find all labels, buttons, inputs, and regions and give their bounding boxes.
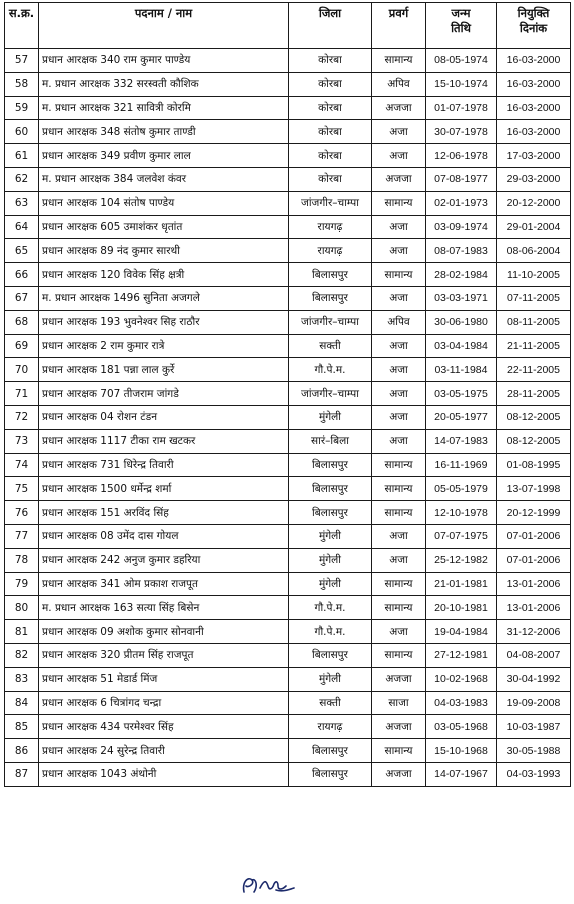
cell-appointment-date: 07-01-2006 xyxy=(497,524,571,548)
cell-birth-date: 15-10-1974 xyxy=(426,72,497,96)
cell-serial: 76 xyxy=(5,501,39,525)
cell-serial: 72 xyxy=(5,405,39,429)
cell-birth-date: 05-05-1979 xyxy=(426,477,497,501)
cell-district: कोरबा xyxy=(289,167,372,191)
cell-district: बिलासपुर xyxy=(289,762,372,786)
cell-serial: 82 xyxy=(5,643,39,667)
header-dob-line1: जन्म xyxy=(451,6,471,20)
cell-designation-name: प्रधान आरक्षक 09 अशोक कुमार सोनवानी xyxy=(39,620,289,644)
cell-serial: 68 xyxy=(5,310,39,334)
cell-serial: 86 xyxy=(5,739,39,763)
cell-district: जांजगीर–चाम्पा xyxy=(289,310,372,334)
cell-appointment-date: 17-03-2000 xyxy=(497,144,571,168)
cell-designation-name: प्रधान आरक्षक 181 पन्ना लाल कुर्रे xyxy=(39,358,289,382)
cell-district: मुंगेली xyxy=(289,667,372,691)
cell-designation-name: प्रधान आरक्षक 1043 अंथोनी xyxy=(39,762,289,786)
cell-category: अजा xyxy=(372,524,426,548)
cell-appointment-date: 21-11-2005 xyxy=(497,334,571,358)
cell-category: सामान्य xyxy=(372,572,426,596)
table-row xyxy=(5,286,571,310)
table-row xyxy=(5,643,571,667)
cell-serial: 79 xyxy=(5,572,39,596)
cell-appointment-date: 29-03-2000 xyxy=(497,167,571,191)
cell-birth-date: 19-04-1984 xyxy=(426,620,497,644)
cell-district: रायगढ़ xyxy=(289,239,372,263)
cell-designation-name: प्रधान आरक्षक 1117 टीका राम खटकर xyxy=(39,429,289,453)
cell-category: सामान्य xyxy=(372,49,426,73)
cell-category: सामान्य xyxy=(372,453,426,477)
cell-appointment-date: 16-03-2000 xyxy=(497,120,571,144)
table-row xyxy=(5,739,571,763)
cell-designation-name: प्रधान आरक्षक 08 उमेंद दास गोयल xyxy=(39,524,289,548)
header-district xyxy=(289,3,372,49)
cell-appointment-date: 19-09-2008 xyxy=(497,691,571,715)
cell-appointment-date: 16-03-2000 xyxy=(497,96,571,120)
header-appointment xyxy=(497,3,571,49)
cell-designation-name: म. प्रधान आरक्षक 384 जलवेश कंवर xyxy=(39,167,289,191)
header-name xyxy=(39,3,289,49)
cell-district: गौ.पे.म. xyxy=(289,358,372,382)
table-row xyxy=(5,191,571,215)
cell-category: सामान्य xyxy=(372,643,426,667)
table-row xyxy=(5,96,571,120)
header-sr-label: स.क्र. xyxy=(8,6,35,20)
cell-appointment-date: 30-04-1992 xyxy=(497,667,571,691)
cell-designation-name: म. प्रधान आरक्षक 163 सत्या सिंह बिसेन xyxy=(39,596,289,620)
header-appointment-line1: नियुक्ति xyxy=(517,6,550,20)
cell-appointment-date: 13-07-1998 xyxy=(497,477,571,501)
header-category-label: प्रवर्ग xyxy=(388,6,409,20)
cell-appointment-date: 16-03-2000 xyxy=(497,49,571,73)
cell-district: बिलासपुर xyxy=(289,263,372,287)
cell-category: अजजा xyxy=(372,96,426,120)
cell-designation-name: प्रधान आरक्षक 605 उमाशंकर धृतांत xyxy=(39,215,289,239)
cell-district: गौ.पे.म. xyxy=(289,596,372,620)
cell-appointment-date: 16-03-2000 xyxy=(497,72,571,96)
table-row xyxy=(5,762,571,786)
cell-serial: 70 xyxy=(5,358,39,382)
table-row xyxy=(5,358,571,382)
cell-birth-date: 03-03-1971 xyxy=(426,286,497,310)
header-sr xyxy=(5,3,39,49)
cell-appointment-date: 13-01-2006 xyxy=(497,572,571,596)
cell-category: अजा xyxy=(372,382,426,406)
cell-category: सामान्य xyxy=(372,501,426,525)
cell-appointment-date: 22-11-2005 xyxy=(497,358,571,382)
cell-category: अजजा xyxy=(372,167,426,191)
cell-birth-date: 03-11-1984 xyxy=(426,358,497,382)
cell-serial: 62 xyxy=(5,167,39,191)
cell-designation-name: प्रधान आरक्षक 2 राम कुमार रात्रे xyxy=(39,334,289,358)
cell-birth-date: 12-10-1978 xyxy=(426,501,497,525)
cell-designation-name: म. प्रधान आरक्षक 332 सरस्वती कौशिक xyxy=(39,72,289,96)
table-row xyxy=(5,477,571,501)
cell-category: अजा xyxy=(372,239,426,263)
cell-appointment-date: 31-12-2006 xyxy=(497,620,571,644)
table-row xyxy=(5,72,571,96)
cell-district: बिलासपुर xyxy=(289,643,372,667)
table-row xyxy=(5,691,571,715)
cell-birth-date: 14-07-1967 xyxy=(426,762,497,786)
cell-birth-date: 20-10-1981 xyxy=(426,596,497,620)
cell-birth-date: 08-05-1974 xyxy=(426,49,497,73)
table-row xyxy=(5,310,571,334)
cell-designation-name: म. प्रधान आरक्षक 321 सावित्री कोरमि xyxy=(39,96,289,120)
cell-birth-date: 02-01-1973 xyxy=(426,191,497,215)
cell-serial: 57 xyxy=(5,49,39,73)
cell-serial: 60 xyxy=(5,120,39,144)
cell-designation-name: प्रधान आरक्षक 242 अनुज कुमार डहरिया xyxy=(39,548,289,572)
cell-district: कोरबा xyxy=(289,120,372,144)
cell-category: अजजा xyxy=(372,715,426,739)
cell-district: बिलासपुर xyxy=(289,453,372,477)
cell-birth-date: 03-04-1984 xyxy=(426,334,497,358)
cell-category: सामान्य xyxy=(372,477,426,501)
cell-serial: 78 xyxy=(5,548,39,572)
cell-designation-name: प्रधान आरक्षक 340 राम कुमार पाण्डेय xyxy=(39,49,289,73)
cell-appointment-date: 08-12-2005 xyxy=(497,405,571,429)
cell-category: सामान्य xyxy=(372,739,426,763)
cell-serial: 83 xyxy=(5,667,39,691)
cell-birth-date: 30-07-1978 xyxy=(426,120,497,144)
cell-district: जांजगीर–चाम्पा xyxy=(289,382,372,406)
cell-district: गौ.पे.म. xyxy=(289,620,372,644)
cell-serial: 61 xyxy=(5,144,39,168)
table-row xyxy=(5,382,571,406)
cell-birth-date: 03-05-1975 xyxy=(426,382,497,406)
cell-designation-name: प्रधान आरक्षक 89 नंद कुमार सारथी xyxy=(39,239,289,263)
cell-district: बिलासपुर xyxy=(289,501,372,525)
cell-appointment-date: 28-11-2005 xyxy=(497,382,571,406)
cell-appointment-date: 20-12-2000 xyxy=(497,191,571,215)
cell-category: अजा xyxy=(372,620,426,644)
cell-designation-name: प्रधान आरक्षक 707 तीजराम जांगडे xyxy=(39,382,289,406)
cell-designation-name: प्रधान आरक्षक 04 रोशन टंडन xyxy=(39,405,289,429)
cell-category: अजा xyxy=(372,334,426,358)
cell-category: अजा xyxy=(372,548,426,572)
roster-sheet xyxy=(4,2,570,787)
table-row xyxy=(5,120,571,144)
cell-district: कोरबा xyxy=(289,49,372,73)
table-header xyxy=(5,3,571,49)
cell-designation-name: प्रधान आरक्षक 120 विवेक सिंह क्षत्री xyxy=(39,263,289,287)
cell-designation-name: प्रधान आरक्षक 193 भुवनेश्वर सिह राठौर xyxy=(39,310,289,334)
cell-district: कोरबा xyxy=(289,144,372,168)
cell-category: अजा xyxy=(372,120,426,144)
cell-appointment-date: 04-08-2007 xyxy=(497,643,571,667)
cell-category: अजा xyxy=(372,358,426,382)
cell-category: अजा xyxy=(372,144,426,168)
cell-serial: 67 xyxy=(5,286,39,310)
table-row xyxy=(5,620,571,644)
cell-serial: 71 xyxy=(5,382,39,406)
table-row xyxy=(5,501,571,525)
cell-category: सामान्य xyxy=(372,596,426,620)
cell-designation-name: प्रधान आरक्षक 348 संतोष कुमार ताण्डी xyxy=(39,120,289,144)
signature-icon xyxy=(238,870,298,898)
cell-district: मुंगेली xyxy=(289,524,372,548)
cell-category: अजजा xyxy=(372,667,426,691)
cell-birth-date: 27-12-1981 xyxy=(426,643,497,667)
cell-appointment-date: 08-11-2005 xyxy=(497,310,571,334)
cell-serial: 58 xyxy=(5,72,39,96)
cell-birth-date: 10-02-1968 xyxy=(426,667,497,691)
cell-designation-name: प्रधान आरक्षक 434 परमेश्वर सिंह xyxy=(39,715,289,739)
cell-category: सामान्य xyxy=(372,191,426,215)
cell-serial: 77 xyxy=(5,524,39,548)
cell-district: सक्ती xyxy=(289,334,372,358)
cell-appointment-date: 08-12-2005 xyxy=(497,429,571,453)
cell-birth-date: 15-10-1968 xyxy=(426,739,497,763)
table-row xyxy=(5,596,571,620)
cell-designation-name: प्रधान आरक्षक 320 प्रीतम सिंह राजपूत xyxy=(39,643,289,667)
cell-serial: 73 xyxy=(5,429,39,453)
cell-birth-date: 30-06-1980 xyxy=(426,310,497,334)
cell-designation-name: म. प्रधान आरक्षक 1496 सुनिता अजगले xyxy=(39,286,289,310)
cell-designation-name: प्रधान आरक्षक 731 धिरेन्द्र तिवारी xyxy=(39,453,289,477)
cell-district: मुंगेली xyxy=(289,405,372,429)
cell-district: रायगढ़ xyxy=(289,715,372,739)
cell-designation-name: प्रधान आरक्षक 151 अरविंद सिंह xyxy=(39,501,289,525)
cell-category: अजजा xyxy=(372,762,426,786)
header-category xyxy=(372,3,426,49)
table-row xyxy=(5,167,571,191)
cell-serial: 63 xyxy=(5,191,39,215)
cell-category: अपिव xyxy=(372,72,426,96)
cell-district: बिलासपुर xyxy=(289,477,372,501)
cell-birth-date: 08-07-1983 xyxy=(426,239,497,263)
cell-appointment-date: 01-08-1995 xyxy=(497,453,571,477)
table-row xyxy=(5,453,571,477)
roster-table xyxy=(4,2,571,787)
table-row xyxy=(5,548,571,572)
cell-designation-name: प्रधान आरक्षक 341 ओम प्रकाश राजपूत xyxy=(39,572,289,596)
cell-category: अजा xyxy=(372,405,426,429)
cell-designation-name: प्रधान आरक्षक 24 सुरेन्द्र तिवारी xyxy=(39,739,289,763)
table-row xyxy=(5,239,571,263)
table-row xyxy=(5,429,571,453)
cell-district: कोरबा xyxy=(289,72,372,96)
cell-birth-date: 07-07-1975 xyxy=(426,524,497,548)
cell-birth-date: 12-06-1978 xyxy=(426,144,497,168)
cell-serial: 85 xyxy=(5,715,39,739)
table-row xyxy=(5,405,571,429)
cell-birth-date: 21-01-1981 xyxy=(426,572,497,596)
cell-serial: 80 xyxy=(5,596,39,620)
cell-birth-date: 01-07-1978 xyxy=(426,96,497,120)
table-row xyxy=(5,715,571,739)
table-row xyxy=(5,572,571,596)
cell-appointment-date: 30-05-1988 xyxy=(497,739,571,763)
header-dob-line2: तिथि xyxy=(451,21,471,35)
cell-birth-date: 14-07-1983 xyxy=(426,429,497,453)
cell-category: अपिव xyxy=(372,310,426,334)
cell-birth-date: 04-03-1983 xyxy=(426,691,497,715)
cell-birth-date: 03-05-1968 xyxy=(426,715,497,739)
header-row xyxy=(5,3,571,49)
cell-appointment-date: 11-10-2005 xyxy=(497,263,571,287)
cell-appointment-date: 07-01-2006 xyxy=(497,548,571,572)
cell-birth-date: 03-09-1974 xyxy=(426,215,497,239)
cell-appointment-date: 20-12-1999 xyxy=(497,501,571,525)
cell-appointment-date: 29-01-2004 xyxy=(497,215,571,239)
cell-serial: 75 xyxy=(5,477,39,501)
cell-district: बिलासपुर xyxy=(289,286,372,310)
cell-district: मुंगेली xyxy=(289,572,372,596)
cell-serial: 59 xyxy=(5,96,39,120)
table-row xyxy=(5,524,571,548)
cell-serial: 74 xyxy=(5,453,39,477)
cell-designation-name: प्रधान आरक्षक 51 मेडार्ड मिंज xyxy=(39,667,289,691)
table-row xyxy=(5,144,571,168)
cell-district: सारं–बिला xyxy=(289,429,372,453)
cell-serial: 87 xyxy=(5,762,39,786)
cell-serial: 65 xyxy=(5,239,39,263)
cell-serial: 81 xyxy=(5,620,39,644)
table-row xyxy=(5,667,571,691)
cell-appointment-date: 08-06-2004 xyxy=(497,239,571,263)
cell-birth-date: 07-08-1977 xyxy=(426,167,497,191)
cell-appointment-date: 07-11-2005 xyxy=(497,286,571,310)
cell-district: बिलासपुर xyxy=(289,739,372,763)
cell-district: रायगढ़ xyxy=(289,215,372,239)
cell-serial: 69 xyxy=(5,334,39,358)
cell-serial: 64 xyxy=(5,215,39,239)
cell-appointment-date: 13-01-2006 xyxy=(497,596,571,620)
cell-designation-name: प्रधान आरक्षक 104 संतोष पाण्डेय xyxy=(39,191,289,215)
cell-birth-date: 16-11-1969 xyxy=(426,453,497,477)
cell-designation-name: प्रधान आरक्षक 1500 धर्मेन्द्र शर्मा xyxy=(39,477,289,501)
cell-birth-date: 28-02-1984 xyxy=(426,263,497,287)
cell-district: कोरबा xyxy=(289,96,372,120)
cell-category: सामान्य xyxy=(372,263,426,287)
cell-birth-date: 20-05-1977 xyxy=(426,405,497,429)
cell-appointment-date: 04-03-1993 xyxy=(497,762,571,786)
cell-designation-name: प्रधान आरक्षक 6 चित्रांगद चन्द्रा xyxy=(39,691,289,715)
cell-category: अजा xyxy=(372,215,426,239)
cell-category: साजा xyxy=(372,691,426,715)
cell-designation-name: प्रधान आरक्षक 349 प्रवीण कुमार लाल xyxy=(39,144,289,168)
table-row xyxy=(5,334,571,358)
header-district-label: जिला xyxy=(318,6,342,20)
cell-category: अजा xyxy=(372,286,426,310)
cell-district: मुंगेली xyxy=(289,548,372,572)
header-appointment-line2: दिनांक xyxy=(519,21,548,35)
cell-birth-date: 25-12-1982 xyxy=(426,548,497,572)
cell-category: अजा xyxy=(372,429,426,453)
table-body xyxy=(5,49,571,787)
cell-district: सक्ती xyxy=(289,691,372,715)
cell-serial: 66 xyxy=(5,263,39,287)
table-row xyxy=(5,263,571,287)
table-row xyxy=(5,215,571,239)
cell-appointment-date: 10-03-1987 xyxy=(497,715,571,739)
table-row xyxy=(5,49,571,73)
header-dob xyxy=(426,3,497,49)
cell-district: जांजगीर–चाम्पा xyxy=(289,191,372,215)
header-name-label: पदनाम / नाम xyxy=(134,6,193,20)
cell-serial: 84 xyxy=(5,691,39,715)
